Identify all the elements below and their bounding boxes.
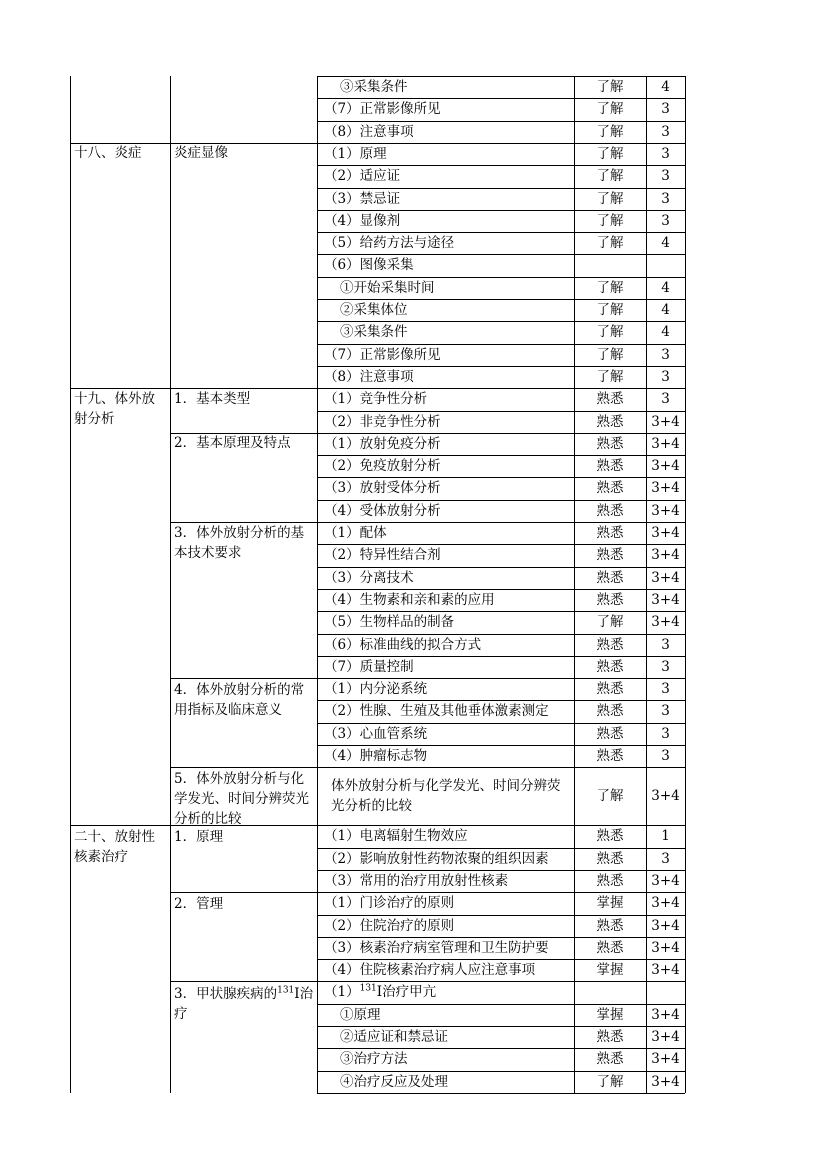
grid-hline [317, 959, 685, 960]
unit-cell: 十九、体外放射分析 [74, 391, 155, 427]
grid-hline [317, 344, 685, 345]
grid-hline [317, 656, 685, 657]
unit-number-cell: 3 [661, 636, 670, 653]
grid-hline [317, 76, 685, 77]
level-cell: 熟悉 [596, 569, 624, 586]
grid-hline [317, 500, 685, 501]
unit-number-cell: 3+4 [651, 1051, 680, 1068]
grid-hline [317, 1026, 685, 1027]
level-cell: 熟悉 [596, 872, 624, 889]
grid-hline [317, 455, 685, 456]
unit-number-cell: 3+4 [651, 458, 680, 475]
level-cell: 熟悉 [596, 681, 624, 698]
level-cell: 了解 [596, 346, 624, 363]
item-cell: （1）原理 [324, 145, 387, 162]
unit-number-cell: 3 [661, 368, 670, 385]
item-cell: （5）生物样品的制备 [324, 614, 455, 631]
unit-number-cell: 3+4 [651, 895, 680, 912]
level-cell: 熟悉 [596, 435, 624, 452]
grid-hline [317, 98, 685, 99]
item-cell: （2）特异性结合剂 [324, 547, 441, 564]
subunit-cell [174, 984, 314, 1024]
unit-number-cell: 3 [661, 145, 670, 162]
grid-hline [317, 634, 685, 635]
grid-hline [170, 767, 685, 768]
grid-hline [317, 700, 685, 701]
unit-number-cell: 3+4 [651, 525, 680, 541]
unit-number-cell: 3+4 [651, 962, 680, 979]
item-cell: （4）生物素和亲和素的应用 [324, 591, 495, 608]
item-cell: （2）非竞争性分析 [324, 413, 441, 430]
grid-hline [317, 611, 685, 612]
grid-hline [317, 299, 685, 300]
grid-hline [170, 892, 685, 893]
level-cell: 熟悉 [596, 1051, 624, 1068]
unit-cell: 十八、炎症 [74, 145, 142, 161]
grid-vline [317, 76, 318, 1093]
level-cell: 掌握 [596, 962, 624, 979]
grid-hline [317, 210, 685, 211]
level-cell [574, 981, 646, 1003]
item-cell: （2）影响放射性药物浓聚的组织因素 [324, 850, 549, 867]
level-cell [574, 254, 646, 276]
unit-number-cell: 3 [661, 212, 670, 229]
item-cell: （2）性腺、生殖及其他垂体激素测定 [324, 703, 549, 720]
grid-hline [317, 477, 685, 478]
level-cell: 熟悉 [596, 1029, 624, 1045]
unit-number-cell: 3 [661, 101, 670, 118]
unit-number-cell: 3 [661, 703, 670, 720]
grid-hline [70, 825, 685, 826]
item-cell: （4）肿瘤标志物 [324, 748, 428, 764]
item-cell: （2）免疫放射分析 [324, 458, 441, 475]
level-cell: 了解 [596, 368, 624, 385]
subunit-cell: 5．体外放射分析与化学发光、时间分辨荧光分析的比较 [174, 771, 309, 827]
unit-number-cell: 3+4 [651, 480, 680, 497]
grid-hline [317, 366, 685, 367]
unit-number-cell: 3+4 [651, 939, 680, 956]
unit-number-cell: 4 [661, 79, 670, 95]
item-cell: （5）给药方法与途径 [324, 235, 455, 252]
unit-number-cell: 3 [661, 681, 670, 698]
grid-hline [317, 870, 685, 871]
item-cell: （7）正常影像所见 [324, 101, 441, 118]
unit-number-cell: 4 [661, 302, 670, 318]
grid-hline [170, 981, 685, 982]
grid-hline [317, 567, 685, 568]
subunit-cell: 1．基本类型 [174, 391, 251, 407]
unit-number-cell: 3 [661, 658, 670, 675]
grid-vline [646, 76, 647, 1093]
grid-hline [317, 254, 685, 255]
level-cell: 熟悉 [596, 636, 624, 653]
grid-hline [70, 143, 685, 144]
level-cell: 熟悉 [596, 480, 624, 497]
item-cell: ③治疗方法 [340, 1051, 408, 1068]
item-cell: ②采集体位 [340, 302, 408, 318]
level-cell: 了解 [596, 235, 624, 252]
item-cell: ④治疗反应及处理 [340, 1073, 448, 1090]
level-cell: 熟悉 [596, 850, 624, 867]
unit-number-cell: 3+4 [651, 1073, 680, 1090]
unit-number-cell: 3+4 [651, 872, 680, 889]
level-cell: 熟悉 [596, 658, 624, 675]
subunit-cell: 4．体外放射分析的常用指标及临床意义 [174, 682, 305, 718]
unit-number-cell: 3+4 [651, 1006, 680, 1023]
item-cell: （7）正常影像所见 [324, 346, 441, 363]
grid-vline [574, 76, 575, 1093]
unit-number-cell: 1 [661, 828, 670, 845]
item-cell: （3）心血管系统 [324, 725, 428, 742]
grid-hline [317, 165, 685, 166]
unit-number-cell [646, 254, 685, 276]
unit-number-cell: 3+4 [651, 614, 680, 631]
grid-hline [317, 188, 685, 189]
item-cell: （3）分离技术 [324, 569, 414, 586]
grid-hline [170, 678, 685, 679]
unit-number-cell [646, 981, 685, 1003]
item-cell: （2）住院治疗的原则 [324, 917, 455, 934]
grid-hline [317, 544, 685, 545]
level-cell: 熟悉 [596, 917, 624, 934]
item-cell: ①开始采集时间 [340, 279, 435, 296]
level-cell: 掌握 [596, 1006, 624, 1023]
level-cell: 了解 [596, 79, 624, 95]
unit-number-cell: 3 [661, 748, 670, 764]
grid-hline [317, 589, 685, 590]
level-cell: 熟悉 [596, 725, 624, 742]
item-text: I治疗甲亢 [376, 984, 437, 1001]
grid-hline [170, 433, 685, 434]
grid-hline [317, 937, 685, 938]
level-cell: 熟悉 [596, 939, 624, 956]
grid-hline [317, 1071, 685, 1072]
level-cell: 熟悉 [596, 703, 624, 720]
subunit-cell: 2．基本原理及特点 [174, 435, 291, 451]
unit-number-cell: 3+4 [651, 917, 680, 934]
unit-number-cell: 3 [661, 391, 670, 408]
level-cell: 了解 [596, 788, 624, 805]
item-cell: （8）注意事项 [324, 368, 414, 385]
level-cell: 熟悉 [596, 458, 624, 475]
grid-vline [685, 76, 686, 1093]
grid-hline [317, 232, 685, 233]
level-cell: 了解 [596, 279, 624, 296]
item-cell: （2）适应证 [324, 168, 401, 185]
unit-number-cell: 3+4 [651, 1029, 680, 1045]
level-cell: 熟悉 [596, 828, 624, 845]
grid-hline [317, 745, 685, 746]
item-cell: （6）标准曲线的拟合方式 [324, 636, 482, 653]
item-cell: （4）显像剂 [324, 212, 401, 229]
item-sup: 131 [359, 983, 377, 994]
unit-number-cell: 3 [661, 725, 670, 742]
item-cell: ①原理 [340, 1006, 381, 1023]
level-cell: 熟悉 [596, 748, 624, 764]
grid-hline [317, 915, 685, 916]
level-cell: 了解 [596, 1073, 624, 1090]
subunit-cell: 1．原理 [174, 829, 224, 845]
grid-hline [317, 1048, 685, 1049]
unit-number-cell: 4 [661, 324, 670, 341]
grid-hline [317, 411, 685, 412]
grid-hline [70, 388, 685, 389]
item-cell: 体外放射分析与化学发光、时间分辨荧光分析的比较 [331, 778, 561, 815]
item-cell: （3）常用的治疗用放射性核素 [324, 872, 509, 889]
subunit-cell: 2．管理 [174, 896, 224, 912]
item-cell: （8）注意事项 [324, 123, 414, 140]
unit-number-cell: 3 [661, 168, 670, 185]
level-cell: 了解 [596, 614, 624, 631]
level-cell: 熟悉 [596, 413, 624, 430]
item-cell: （7）质量控制 [324, 658, 414, 675]
level-cell: 了解 [596, 212, 624, 229]
unit-number-cell: 3+4 [651, 788, 680, 805]
item-cell: （1）电离辐射生物效应 [324, 828, 468, 845]
item-text: （1） [324, 984, 360, 1001]
unit-number-cell: 3 [661, 123, 670, 140]
level-cell: 熟悉 [596, 591, 624, 608]
unit-number-cell: 3+4 [651, 413, 680, 430]
unit-number-cell: 3 [661, 850, 670, 867]
item-cell: （3）核素治疗病室管理和卫生防护要 [324, 939, 549, 956]
item-cell: ③采集条件 [340, 79, 408, 95]
subunit-text: I治疗 [174, 986, 314, 1022]
unit-number-cell: 3+4 [651, 547, 680, 564]
grid-vline [70, 76, 71, 1093]
subunit-text: 3．甲状腺疾病的 [174, 986, 278, 1002]
item-cell: （6）图像采集 [324, 257, 414, 274]
item-cell: （3）禁忌证 [324, 190, 401, 207]
grid-hline [170, 522, 685, 523]
unit-number-cell: 4 [661, 235, 670, 252]
unit-number-cell: 3+4 [651, 502, 680, 519]
level-cell: 熟悉 [596, 502, 624, 519]
grid-vline [170, 76, 171, 1093]
unit-number-cell: 3+4 [651, 591, 680, 608]
item-cell: ③采集条件 [340, 324, 408, 341]
unit-number-cell: 3+4 [651, 435, 680, 452]
item-cell: ②适应证和禁忌证 [340, 1029, 448, 1045]
grid-hline [317, 848, 685, 849]
item-cell: （1）放射免疫分析 [324, 435, 441, 452]
unit-number-cell: 3+4 [651, 569, 680, 586]
item-cell: （3）放射受体分析 [324, 480, 441, 497]
item-cell: （4）受体放射分析 [324, 502, 441, 519]
level-cell: 了解 [596, 324, 624, 341]
item-cell: （4）住院核素治疗病人应注意事项 [324, 962, 536, 979]
level-cell: 熟悉 [596, 391, 624, 408]
item-cell: （1）竞争性分析 [324, 391, 428, 408]
level-cell: 熟悉 [596, 525, 624, 541]
level-cell: 了解 [596, 101, 624, 118]
item-cell: （1）内分泌系统 [324, 681, 428, 698]
grid-hline [317, 1093, 685, 1094]
grid-hline [317, 723, 685, 724]
subunit-sup: 131 [277, 985, 295, 996]
item-cell [324, 981, 436, 1003]
unit-number-cell: 3 [661, 190, 670, 207]
grid-hline [317, 321, 685, 322]
grid-hline [317, 121, 685, 122]
unit-number-cell: 3 [661, 346, 670, 363]
grid-hline [317, 277, 685, 278]
unit-cell: 二十、放射性核素治疗 [74, 829, 155, 865]
subunit-cell: 炎症显像 [174, 145, 228, 161]
level-cell: 了解 [596, 190, 624, 207]
grid-hline [317, 1004, 685, 1005]
level-cell: 熟悉 [596, 547, 624, 564]
item-cell: （1）配体 [324, 525, 387, 541]
level-cell: 了解 [596, 145, 624, 162]
subunit-cell: 3．体外放射分析的基本技术要求 [174, 525, 305, 561]
unit-number-cell: 4 [661, 279, 670, 296]
item-cell: （1）门诊治疗的原则 [324, 895, 455, 912]
level-cell: 了解 [596, 168, 624, 185]
level-cell: 了解 [596, 123, 624, 140]
level-cell: 了解 [596, 302, 624, 318]
level-cell: 掌握 [596, 895, 624, 912]
